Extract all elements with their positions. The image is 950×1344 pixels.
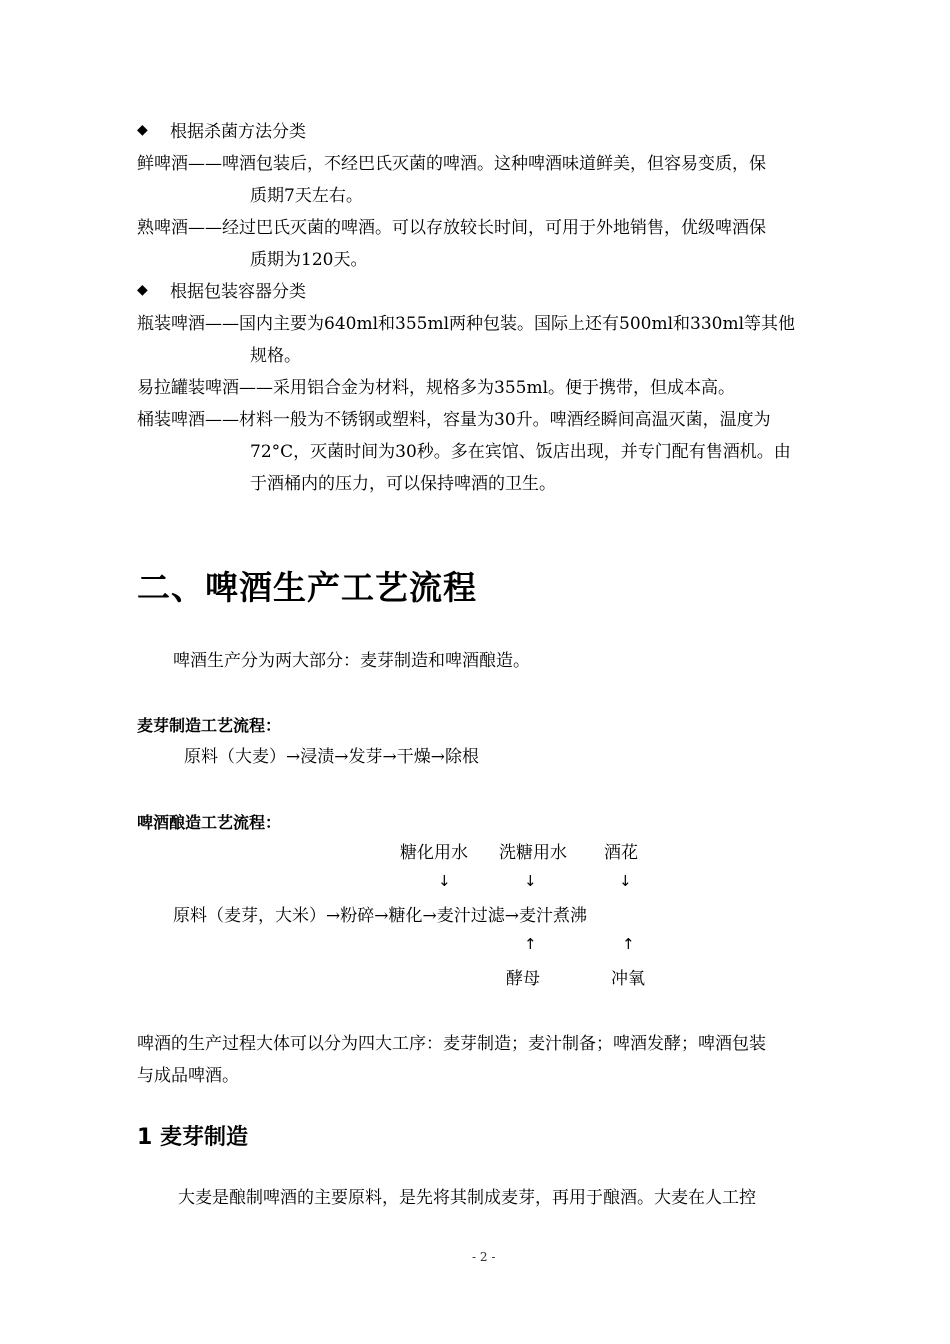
- diamond-bullet-icon: ◆: [137, 282, 148, 298]
- down-arrow-icon: ↓: [438, 872, 451, 890]
- cooked-beer-line1: 熟啤酒——经过巴氏灭菌的啤酒。可以存放较长时间，可用于外地销售，优级啤酒保: [137, 218, 766, 238]
- sterilization-heading: 根据杀菌方法分类: [170, 122, 306, 142]
- cooked-beer-line2: 质期为120天。: [250, 250, 368, 270]
- keg-beer-line1: 桶装啤酒——材料一般为不锈钢或塑料，容量为30升。啤酒经瞬间高温灭菌，温度为: [137, 410, 771, 430]
- fresh-beer-line2: 质期7天左右。: [250, 186, 363, 206]
- down-arrow-icon: ↓: [619, 872, 632, 890]
- diamond-bullet-icon: ◆: [137, 122, 148, 138]
- brew-top-label-saccharification-water: 糖化用水: [400, 843, 468, 863]
- keg-beer-line3: 于酒桶内的压力，可以保持啤酒的卫生。: [250, 474, 556, 494]
- summary-line1: 啤酒的生产过程大体可以分为四大工序：麦芽制造；麦汁制备；啤酒发酵；啤酒包装: [137, 1034, 766, 1054]
- keg-beer-line2: 72°C，灭菌时间为30秒。多在宾馆、饭店出现，并专门配有售酒机。由: [250, 442, 791, 462]
- summary-line2: 与成品啤酒。: [137, 1066, 239, 1086]
- up-arrow-icon: ↑: [622, 935, 635, 953]
- bottle-beer-line1: 瓶装啤酒——国内主要为640ml和355ml两种包装。国际上还有500ml和330ml等其他: [137, 314, 796, 334]
- subsection-title: 1 麦芽制造: [137, 1125, 248, 1150]
- brew-top-label-hops: 酒花: [604, 843, 638, 863]
- brew-bottom-label-yeast: 酵母: [506, 969, 540, 989]
- bottle-beer-line2: 规格。: [250, 346, 301, 366]
- down-arrow-icon: ↓: [524, 872, 537, 890]
- brew-top-label-sparge-water: 洗糖用水: [499, 843, 567, 863]
- brew-flow-heading: 啤酒酿造工艺流程：: [137, 813, 282, 832]
- subsection-para-line1: 大麦是酿制啤酒的主要原料，是先将其制成麦芽，再用于酿酒。大麦在人工控: [178, 1188, 756, 1208]
- section-intro: 啤酒生产分为两大部分：麦芽制造和啤酒酿造。: [173, 651, 530, 671]
- fresh-beer-line1: 鲜啤酒——啤酒包装后，不经巴氏灭菌的啤酒。这种啤酒味道鲜美，但容易变质，保: [137, 154, 766, 174]
- malt-flow-line: 原料（大麦）→浸渍→发芽→干燥→除根: [184, 747, 479, 767]
- packaging-heading: 根据包装容器分类: [170, 282, 306, 302]
- can-beer-line1: 易拉罐装啤酒——采用铝合金为材料，规格多为355ml。便于携带，但成本高。: [137, 378, 736, 398]
- malt-flow-heading: 麦芽制造工艺流程：: [137, 716, 282, 735]
- brew-main-flow-line: 原料（麦芽，大米）→粉碎→糖化→麦汁过滤→麦汁煮沸: [173, 906, 587, 926]
- page-number: - 2 -: [472, 1250, 496, 1264]
- brew-bottom-label-oxygenation: 冲氧: [611, 969, 645, 989]
- section-title: 二、啤酒生产工艺流程: [137, 568, 477, 607]
- up-arrow-icon: ↑: [524, 935, 537, 953]
